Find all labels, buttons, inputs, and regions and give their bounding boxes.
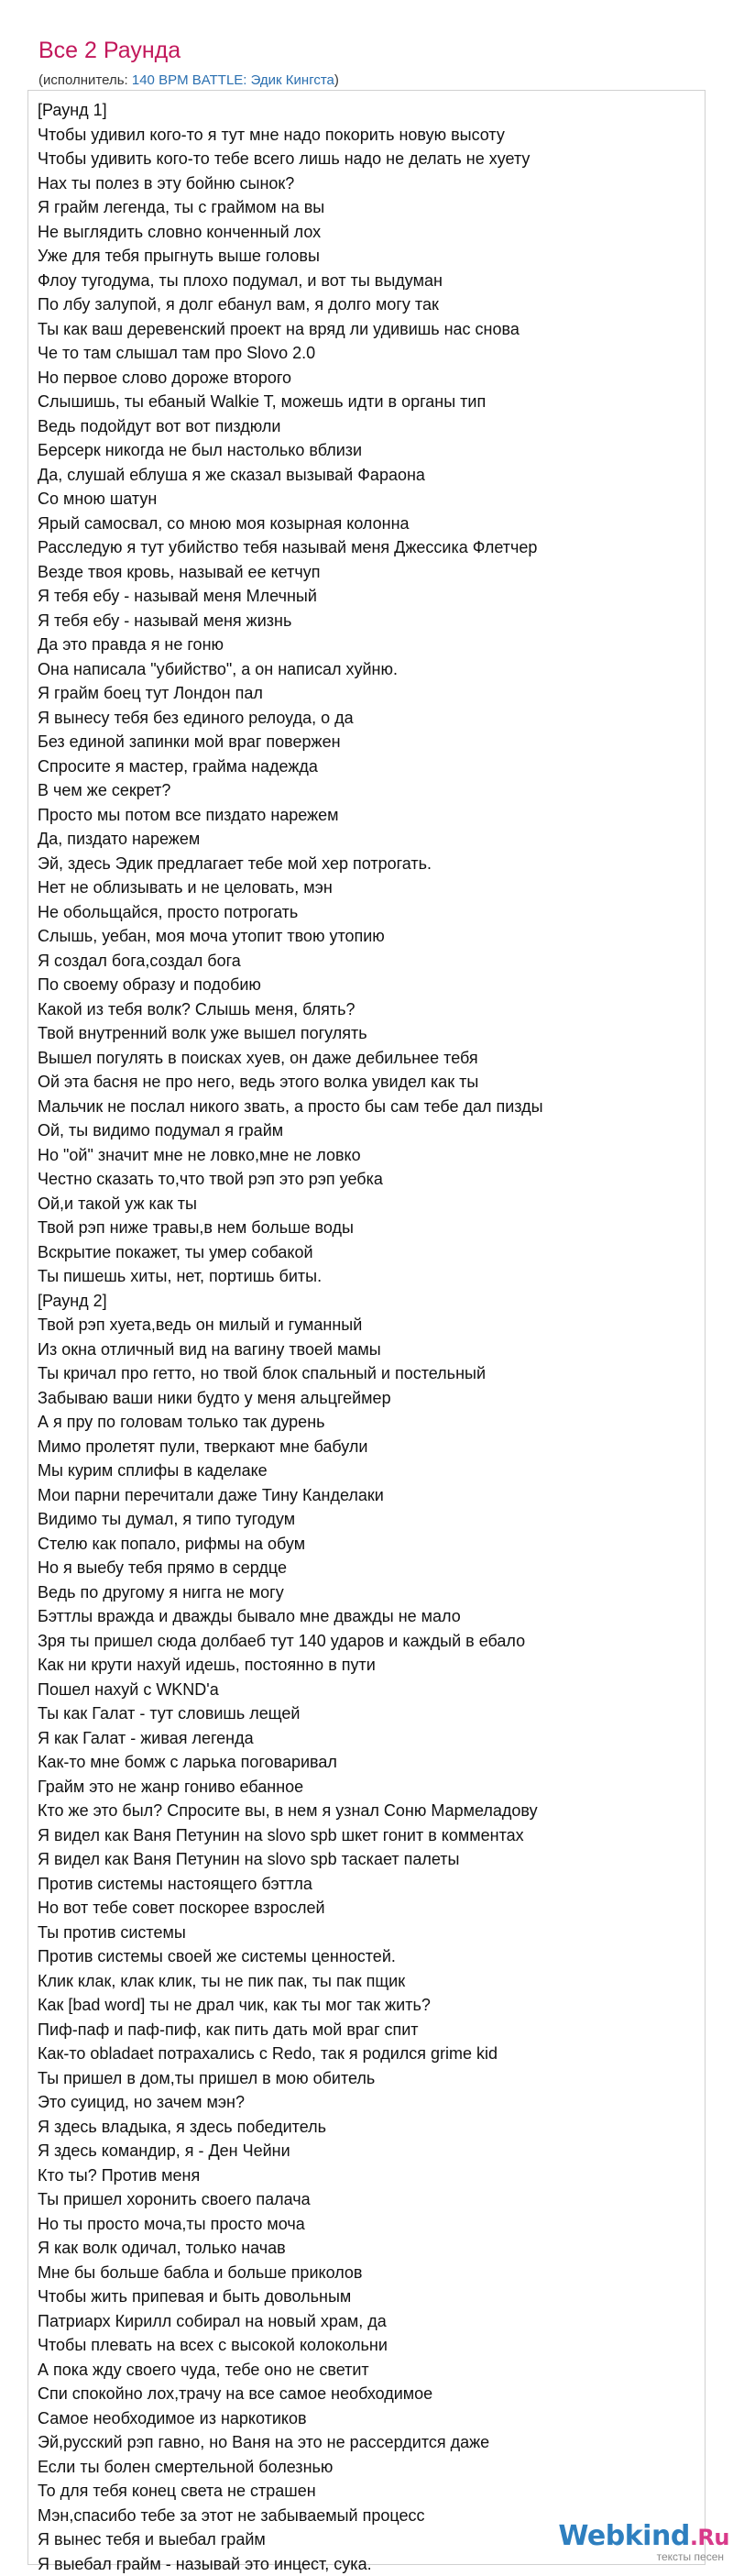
lyric-line: Клик клак, клак клик, ты не пик пак, ты пак пщик: [38, 1969, 695, 1994]
lyric-line: Спи спокойно лох,трачу на все самое необходимое: [38, 2382, 695, 2406]
lyric-line: Мимо пролетят пули, тверкают мне бабули: [38, 1435, 695, 1459]
lyric-line: Я выебал грайм - называй это инцест, сука.: [38, 2552, 695, 2576]
lyric-line: Я как Галат - живая легенда: [38, 1726, 695, 1751]
lyric-line: Как [bad word] ты не драл чик, как ты мог так жить?: [38, 1993, 695, 2018]
lyric-line: А я пру по головам только так дурень: [38, 1410, 695, 1435]
logo-tld: .Ru: [690, 2525, 729, 2550]
lyric-line: Чтобы плевать на всех с высокой колокольни: [38, 2333, 695, 2358]
lyric-line: Ой эта басня не про него, ведь этого волка увидел как ты: [38, 1070, 695, 1095]
lyric-line: Да, слушай еблуша я же сказал вызывай Фараона: [38, 463, 695, 488]
lyric-line: Бэттлы вражда и дважды бывало мне дважды не мало: [38, 1604, 695, 1629]
lyric-line: Эй, здесь Эдик предлагает тебе мой хер потрогать.: [38, 852, 695, 876]
lyric-line: Как-то obladaet потрахались с Redo, так я родился grime kid: [38, 2042, 695, 2066]
lyric-line: Везде твоя кровь, называй ее кетчуп: [38, 560, 695, 585]
lyric-line: Твой рэп хуета,ведь он милый и гуманный: [38, 1313, 695, 1338]
lyric-line: Против системы своей же системы ценностей.: [38, 1944, 695, 1969]
lyrics-box: [27, 90, 706, 2565]
lyric-line: Стелю как попало, рифмы на обум: [38, 1532, 695, 1557]
lyric-line: Я грайм боец тут Лондон пал: [38, 681, 695, 706]
lyric-line: Патриарх Кирилл собирал на новый храм, да: [38, 2309, 695, 2334]
lyric-line: Да это правда я не гоню: [38, 633, 695, 657]
lyric-line: Не обольщайся, просто потрогать: [38, 900, 695, 925]
lyric-line: Честно сказать то,что твой рэп это рэп уебка: [38, 1167, 695, 1192]
lyric-line: Если ты болен смертельной болезнью: [38, 2455, 695, 2480]
lyric-line: Чтобы удивить кого-то тебе всего лишь надо не делать не хуету: [38, 147, 695, 171]
webkind-logo[interactable]: [558, 2522, 729, 2563]
lyric-line: Я видел как Ваня Петунин на slovo spb шкет гонит в комментах: [38, 1823, 695, 1848]
lyric-line: А пока жду своего чуда, тебе оно не светит: [38, 2358, 695, 2383]
lyric-line: Уже для тебя прыгнуть выше головы: [38, 244, 695, 269]
byline-suffix: ): [334, 72, 339, 88]
lyric-line: Но первое слово дороже второго: [38, 366, 695, 391]
logo-name: Webkind: [558, 2520, 689, 2552]
lyric-line: Я как волк одичал, только начав: [38, 2236, 695, 2261]
lyric-line: Ты пришел в дом,ты пришел в мою обитель: [38, 2066, 695, 2091]
lyric-line: Чтобы удивил кого-то я тут мне надо покорить новую высоту: [38, 123, 695, 148]
lyric-line: Мне бы больше бабла и больше приколов: [38, 2261, 695, 2285]
lyric-line: Ярый самосвал, со мною моя козырная колонна: [38, 512, 695, 536]
lyric-line: Не выглядить словно конченный лох: [38, 220, 695, 245]
logo-tagline: тексты песен: [558, 2550, 729, 2563]
lyric-line: Как-то мне бомж с ларька поговаривал: [38, 1750, 695, 1775]
lyric-line: Забываю ваши ники будто у меня альцгеймер: [38, 1386, 695, 1411]
lyric-line: Я грайм легенда, ты с граймом на вы: [38, 195, 695, 220]
lyric-line: Ты как Галат - тут словишь лещей: [38, 1701, 695, 1726]
lyric-line: Я создал бога,создал бога: [38, 949, 695, 974]
lyric-line: То для тебя конец света не страшен: [38, 2479, 695, 2504]
lyric-line: Грайм это не жанр гониво ебанное: [38, 1775, 695, 1800]
lyric-line: Нах ты полез в эту бойню сынок?: [38, 171, 695, 196]
lyric-line: Она написала "убийство", а он написал хуйню.: [38, 657, 695, 682]
lyric-line: Самое необходимое из наркотиков: [38, 2406, 695, 2431]
logo-wordmark: [558, 2522, 729, 2552]
lyric-line: Спросите я мастер, грайма надежда: [38, 754, 695, 779]
lyric-line: Я тебя ебу - называй меня жизнь: [38, 609, 695, 633]
lyric-line: Слышь, уебан, моя моча утопит твою утопию: [38, 924, 695, 949]
lyric-line: В чем же секрет?: [38, 778, 695, 803]
lyric-line: Кто ты? Против меня: [38, 2163, 695, 2188]
lyric-line: [Раунд 2]: [38, 1289, 695, 1314]
lyric-line: Слышишь, ты ебаный Walkie T, можешь идти в органы тип: [38, 390, 695, 414]
lyric-line: [Раунд 1]: [38, 98, 695, 123]
lyric-line: Но "ой" значит мне не ловко,мне не ловко: [38, 1143, 695, 1168]
lyric-line: Ты пришел хоронить своего палача: [38, 2187, 695, 2212]
lyric-line: Со мною шатун: [38, 487, 695, 512]
song-title: Все 2 Раунда: [38, 37, 696, 64]
lyric-line: Я тебя ебу - называй меня Млечный: [38, 584, 695, 609]
lyric-line: Ты как ваш деревенский проект на вряд ли удивишь нас снова: [38, 317, 695, 342]
lyric-line: Вышел погулять в поисках хуев, он даже дебильнее тебя: [38, 1046, 695, 1071]
byline-prefix: (исполнитель:: [38, 72, 132, 88]
lyric-line: Мэн,спасибо тебе за этот не забываемый процесс: [38, 2504, 695, 2528]
lyric-line: Против системы настоящего бэттла: [38, 1872, 695, 1897]
lyric-line: Из окна отличный вид на вагину твоей мамы: [38, 1338, 695, 1362]
lyric-line: Флоу тугодума, ты плохо подумал, и вот ты выдуман: [38, 269, 695, 293]
lyric-line: Мои парни перечитали даже Тину Канделаки: [38, 1483, 695, 1508]
lyric-line: Да, пиздато нарежем: [38, 827, 695, 852]
lyric-line: Чтобы жить припевая и быть довольным: [38, 2284, 695, 2309]
lyric-line: Ты кричал про гетто, но твой блок спальный и постельный: [38, 1361, 695, 1386]
song-byline: [38, 72, 696, 90]
lyric-line: Твой внутренний волк уже вышел погулять: [38, 1021, 695, 1046]
lyric-line: Кто же это был? Спросите вы, в нем я узнал Соню Мармеладову: [38, 1799, 695, 1823]
lyric-line: Твой рэп ниже травы,в нем больше воды: [38, 1216, 695, 1240]
lyric-line: Мальчик не послал никого звать, а просто бы сам тебе дал пизды: [38, 1095, 695, 1119]
lyric-line: Я вынесу тебя без единого релоуда, о да: [38, 706, 695, 731]
lyric-line: Я вынес тебя и выебал грайм: [38, 2527, 695, 2552]
lyric-line: Я здесь командир, я - Ден Чейни: [38, 2139, 695, 2163]
lyrics-text: [38, 98, 695, 2576]
lyric-line: Эй,русский рэп гавно, но Ваня на это не рассердится даже: [38, 2430, 695, 2455]
lyric-line: Ты против системы: [38, 1921, 695, 1945]
lyric-line: Ой, ты видимо подумал я грайм: [38, 1118, 695, 1143]
lyric-line: Ведь подойдут вот вот пиздюли: [38, 414, 695, 439]
lyric-line: Пиф-паф и паф-пиф, как пить дать мой враг спит: [38, 2018, 695, 2042]
lyric-line: Вскрытие покажет, ты умер собакой: [38, 1240, 695, 1265]
lyric-line: Видимо ты думал, я типо тугодум: [38, 1507, 695, 1532]
lyric-line: Мы курим сплифы в каделаке: [38, 1459, 695, 1483]
lyric-line: Просто мы потом все пиздато нарежем: [38, 803, 695, 828]
lyric-line: Но вот тебе совет поскорее взрослей: [38, 1896, 695, 1921]
lyric-line: Ой,и такой уж как ты: [38, 1192, 695, 1216]
lyric-line: Как ни крути нахуй идешь, постоянно в пути: [38, 1653, 695, 1678]
lyric-line: Я видел как Ваня Петунин на slovo spb таскает палеты: [38, 1847, 695, 1872]
lyric-line: Я здесь владыка, я здесь победитель: [38, 2115, 695, 2140]
lyric-line: По лбу залупой, я долг ебанул вам, я долго могу так: [38, 292, 695, 317]
lyric-line: Нет не облизывать и не целовать, мэн: [38, 875, 695, 900]
lyric-line: Без единой запинки мой враг повержен: [38, 730, 695, 754]
lyric-line: Зря ты пришел сюда долбаеб тут 140 ударов и каждый в ебало: [38, 1629, 695, 1654]
lyric-line: Но ты просто моча,ты просто моча: [38, 2212, 695, 2237]
lyric-line: Но я выебу тебя прямо в сердце: [38, 1556, 695, 1580]
lyric-line: Это суицид, но зачем мэн?: [38, 2090, 695, 2115]
lyric-line: Ведь по другому я нигга не могу: [38, 1580, 695, 1605]
lyric-line: Пошел нахуй с WKND'a: [38, 1678, 695, 1702]
song-header: [38, 37, 696, 90]
lyric-line: По своему образу и подобию: [38, 973, 695, 997]
lyric-line: Че то там слышал там про Slovo 2.0: [38, 341, 695, 366]
artist-link[interactable]: 140 BPM BATTLE: Эдик Кингста: [132, 72, 334, 88]
lyric-line: Берсерк никогда не был настолько вблизи: [38, 438, 695, 463]
lyric-line: Какой из тебя волк? Слышь меня, блять?: [38, 997, 695, 1022]
lyric-line: Расследую я тут убийство тебя называй меня Джессика Флетчер: [38, 535, 695, 560]
lyric-line: Ты пишешь хиты, нет, портишь биты.: [38, 1264, 695, 1289]
